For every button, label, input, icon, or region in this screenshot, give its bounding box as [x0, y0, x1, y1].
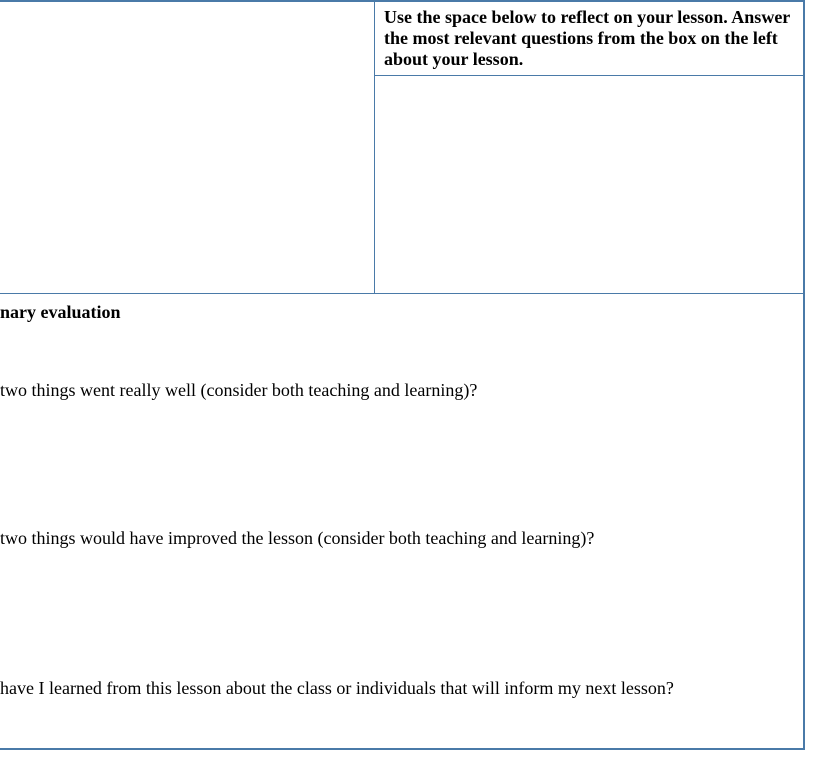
answer-learned[interactable] — [0, 703, 800, 745]
answer-went-well[interactable] — [0, 405, 800, 520]
section-divider — [0, 293, 805, 294]
answer-improvements[interactable] — [0, 553, 800, 668]
bottom-border — [0, 748, 805, 750]
summary-evaluation-heading: nary evaluation — [0, 302, 121, 322]
top-border — [0, 0, 805, 2]
reflection-answer-area[interactable] — [376, 77, 802, 292]
column-divider — [374, 0, 375, 294]
right-border — [803, 0, 805, 750]
question-learned: have I learned from this lesson about the class or individuals that will inform my next lesson? — [0, 678, 674, 698]
instructions-divider — [374, 75, 804, 76]
reflection-instructions: Use the space below to reflect on your lesson. Answer the most relevant questions from the box on the left about your lesson. — [384, 7, 790, 69]
question-went-well: two things went really well (consider both teaching and learning)? — [0, 380, 478, 400]
question-improvements: two things would have improved the lesson (consider both teaching and learning)? — [0, 528, 595, 548]
